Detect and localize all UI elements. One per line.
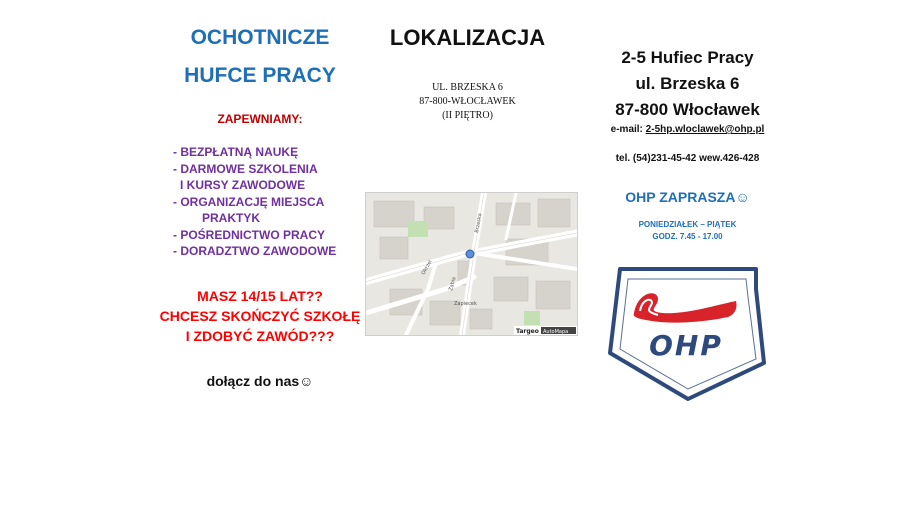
offer-item: - BEZPŁATNĄ NAUKĘ (173, 145, 299, 159)
location-pin-icon (466, 250, 474, 258)
phone-line: tel. (54)231-45-42 wew.426-428 (615, 153, 760, 164)
question-line: CHCESZ SKOŃCZYĆ SZKOŁĘ (159, 308, 361, 324)
opening-hours (590, 219, 785, 243)
map-street-label: Brzeska (474, 212, 484, 234)
unit-address (590, 45, 785, 123)
invite-text: OHP ZAPRASZA☺ (625, 189, 750, 205)
map-street-label: Żabia (448, 276, 458, 292)
org-title-line2: HUFCE PRACY (184, 64, 336, 87)
svg-text:OHP: OHP (649, 329, 723, 362)
org-title-line1: OCHOTNICZE (190, 26, 330, 49)
question-block (150, 286, 370, 346)
email-link[interactable]: 2-5hp.wloclawek@ohp.pl (645, 124, 765, 135)
map-graphic (366, 193, 577, 335)
question-line: I ZDOBYĆ ZAWÓD??? (185, 328, 335, 344)
map-attribution: Targeo (516, 328, 539, 335)
join-us-text: dołącz do nas☺ (206, 373, 314, 389)
email-label: e-mail: (610, 124, 646, 135)
address-line: (II PIĘTRO) (442, 110, 493, 121)
location-map[interactable] (365, 192, 578, 336)
opening-time: GODZ. 7.45 - 17.00 (652, 232, 723, 241)
unit-address-line: 2-5 Hufiec Pracy (621, 48, 754, 67)
opening-days: PONIEDZIAŁEK – PIĄTEK (638, 220, 737, 229)
map-street-label: Okrzei (420, 259, 434, 276)
offer-item: - DORADZTWO ZAWODOWE (173, 244, 337, 258)
unit-address-line: 87-800 Włocławek (615, 100, 760, 119)
offer-item: I KURSY ZAWODOWE (180, 178, 306, 192)
offers-list (160, 144, 360, 260)
question-line: MASZ 14/15 LAT?? (197, 288, 323, 304)
offer-item: - DARMOWE SZKOLENIA (173, 161, 318, 176)
email-line (590, 124, 785, 135)
location-title: LOKALIZACJA (389, 25, 546, 50)
address-line: 87-800-WŁOCŁAWEK (419, 96, 516, 107)
unit-address-line: ul. Brzeska 6 (635, 74, 740, 93)
offers-heading: ZAPEWNIAMY: (217, 112, 303, 126)
location-address (360, 81, 575, 123)
offer-item: - ORGANIZACJĘ MIEJSCA (173, 194, 325, 209)
map-attribution2: AutoMapa (543, 329, 569, 335)
ohp-logo (606, 257, 766, 403)
offer-item: PRAKTYK (202, 211, 261, 225)
address-line: UL. BRZESKA 6 (432, 82, 503, 93)
offer-item: - POŚREDNICTWO PRACY (173, 227, 326, 242)
map-street-label: Zapiecek (454, 301, 477, 307)
